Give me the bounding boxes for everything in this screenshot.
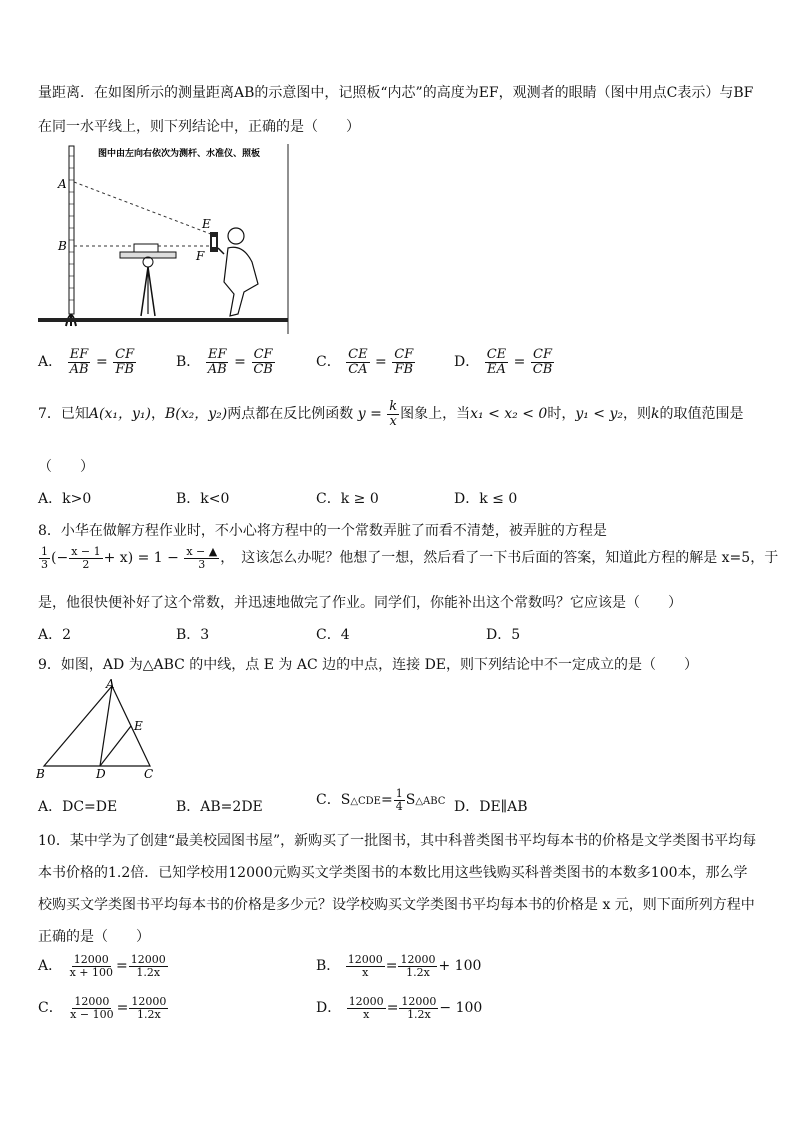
q9-option-a[interactable]: A．DC=DE [38, 799, 118, 815]
q7-line1: 7．已知A(x₁，y₁)，B(x₂，y₂)两点都在反比例函数 y = $\frac{k}{x}$ 图象上，当x₁ < x₂ < 0时，y₁ < y₂，则k的取值范围是 [38, 399, 744, 429]
q9-option-d[interactable]: D．DE∥AB [454, 799, 528, 815]
q6-label-e: E [202, 217, 211, 231]
q9-option-c[interactable]: C．S△CDE= $\frac{1}{4}$ S△ABC [316, 787, 446, 813]
q6-option-a[interactable]: A． $\frac{EF}{AB}$ = $\frac{CF}{FB}$ [38, 347, 135, 377]
q8-line1: 8．小华在做解方程作业时，不小心将方程中的一个常数弄脏了而看不清楚，被弄脏的方程是 [38, 523, 607, 539]
q9-option-b[interactable]: B．AB=2DE [176, 799, 263, 815]
q10-option-d[interactable]: D． $\frac{12000}{x}$ = $\frac{12000}{1.2x}$ − 100 [316, 995, 483, 1021]
q9-label-d: D [96, 767, 106, 781]
q10-line2: 本书价格的1.2倍．已知学校用12000元购买文学类图书的本数比用这些钱购买科普类图书的本数多100本，那么学 [38, 865, 748, 881]
q7-option-b[interactable]: B．k<0 [176, 491, 230, 507]
q6-option-c[interactable]: C． $\frac{CE}{CA}$ = $\frac{CF}{FB}$ [316, 347, 414, 377]
q8-option-d[interactable]: D．5 [486, 627, 521, 643]
q6-option-d[interactable]: D． $\frac{CE}{EA}$ = $\frac{CF}{CB}$ [454, 347, 553, 377]
q10-option-b[interactable]: B． $\frac{12000}{x}$ = $\frac{12000}{1.2x}$ + 100 [316, 953, 482, 979]
q6-line1: 量距离．在如图所示的测量距离AB的示意图中，记照板“内芯”的高度为EF，观测者的眼睛（图中用点C表示）与BF [38, 85, 754, 101]
q6-figure-caption: 图中由左向右依次为测杆、水准仪、照板 [98, 149, 261, 159]
q7-option-c[interactable]: C．k ≥ 0 [316, 491, 379, 507]
q8-line2: $\frac{1}{3}$ (− $\frac{x - 1}{2}$ + x) = 1 − $\frac{x - ▲}{3}$ ， 这该怎么办呢？他想了一想，然后看了一下书后面的答案，知道此方程的解是 x=5，于 [41, 545, 779, 571]
q6-figure [38, 144, 300, 336]
q8-line3: 是，他很快便补好了这个常数，并迅速地做完了作业。同学们，你能补出这个常数吗？它应该是（ ） [38, 595, 682, 611]
q10-option-a[interactable]: A． $\frac{12000}{x + 100}$ = $\frac{12000}{1.2x}$ [38, 953, 166, 979]
q10-line1: 10．某中学为了创建“最美校园图书屋”，新购买了一批图书，其中科普类图书平均每本书的价格是文学类图书平均每 [38, 833, 757, 849]
q9-label-a: A [106, 678, 115, 691]
q6-label-a: A [58, 177, 67, 191]
q9-triangle-figure [36, 678, 166, 782]
q6-option-b[interactable]: B． $\frac{EF}{AB}$ = $\frac{CF}{CB}$ [176, 347, 273, 377]
q9-line1: 9．如图，AD 为△ABC 的中线，点 E 为 AC 边的中点，连接 DE，则下列结论中不一定成立的是（ ） [38, 657, 699, 673]
q6-label-b: B [58, 239, 67, 253]
q10-line3: 校购买文学类图书平均每本书的价格是多少元？设学校购买文学类图书平均每本书的价格是 x 元，则下面所列方程中 [38, 897, 755, 913]
q10-line4: 正确的是（ ） [38, 929, 150, 945]
q9-label-b: B [36, 767, 45, 781]
q9-label-e: E [134, 719, 143, 733]
q8-option-a[interactable]: A．2 [38, 627, 72, 643]
q8-option-c[interactable]: C．4 [316, 627, 350, 643]
q7-option-d[interactable]: D．k ≤ 0 [454, 491, 518, 507]
q6-line2: 在同一水平线上，则下列结论中，正确的是（ ） [38, 119, 360, 135]
q6-label-f: F [196, 249, 205, 263]
q10-option-c[interactable]: C． $\frac{12000}{x - 100}$ = $\frac{12000}{1.2x}$ [38, 995, 167, 1021]
q7-paren: （ ） [38, 459, 94, 475]
q9-label-c: C [144, 767, 154, 781]
q7-option-a[interactable]: A．k>0 [38, 491, 92, 507]
q8-option-b[interactable]: B．3 [176, 627, 210, 643]
